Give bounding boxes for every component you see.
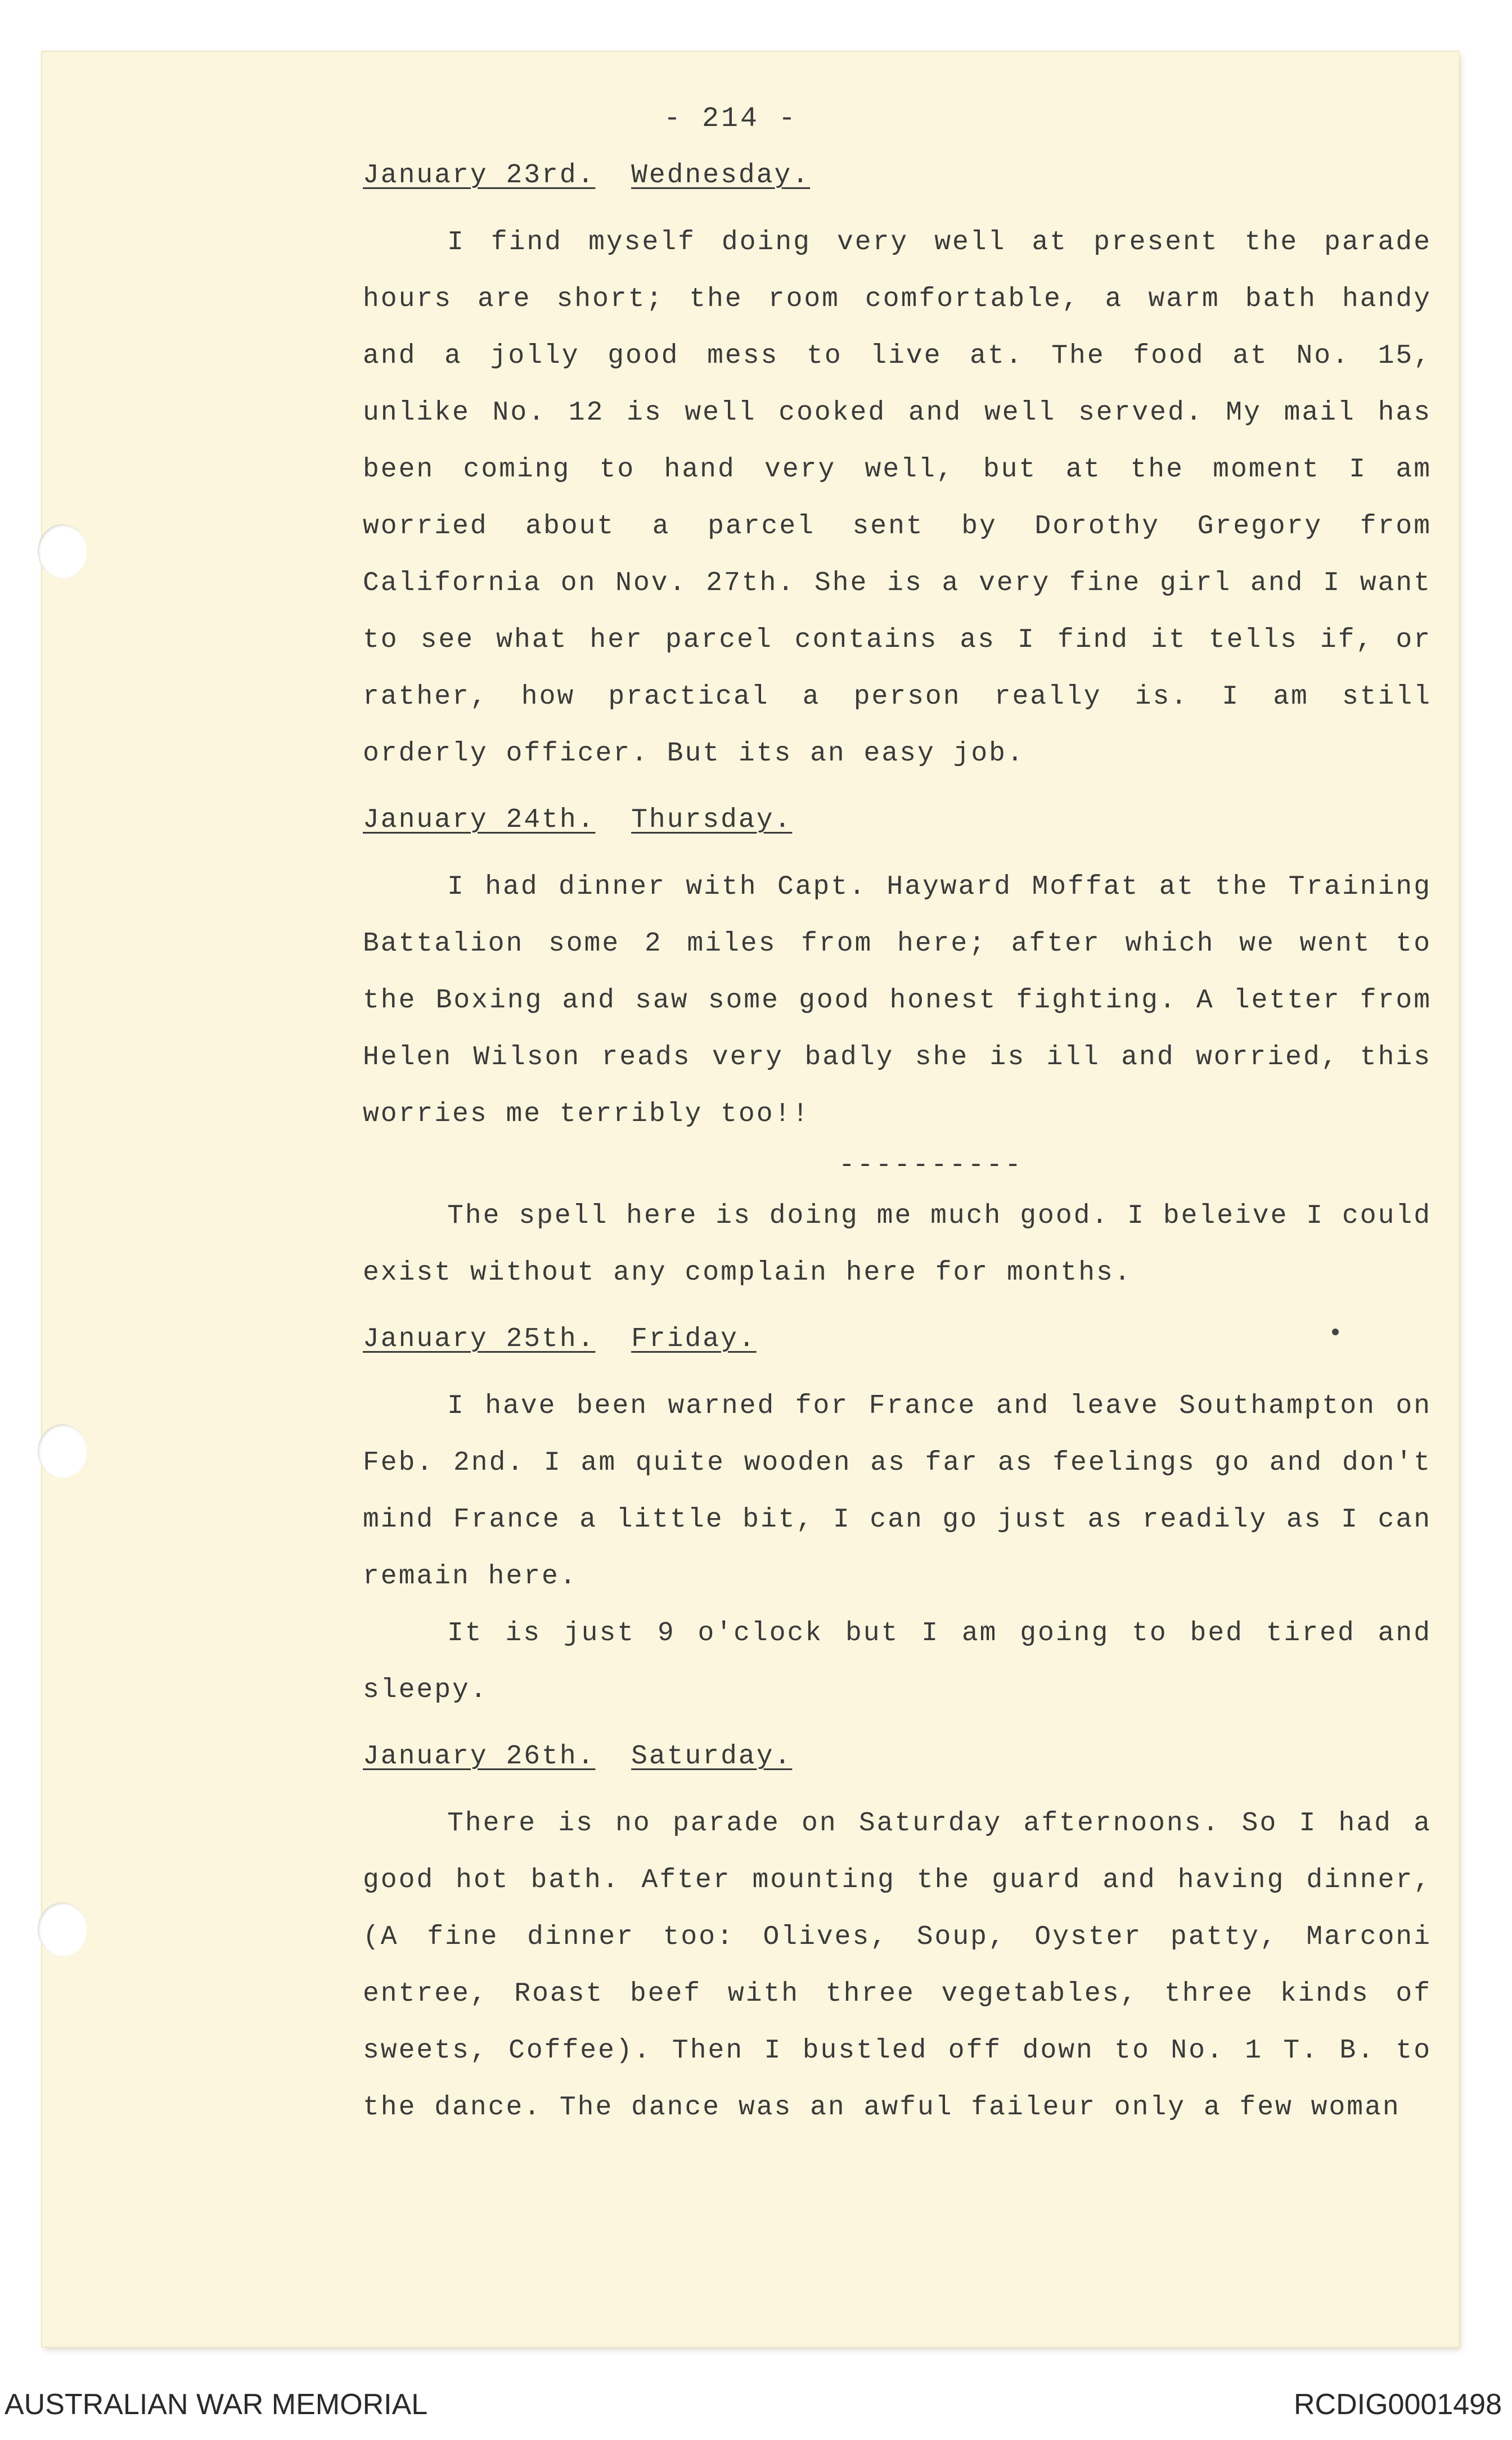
entry-paragraph: It is just 9 o'clock but I am going to bed tired and sleepy. xyxy=(363,1618,1432,1705)
diary-content xyxy=(363,160,1432,2148)
entry-heading xyxy=(363,805,1432,859)
footer-institution: AUSTRALIAN WAR MEMORIAL xyxy=(4,2388,428,2421)
entry-heading xyxy=(363,1324,1432,1378)
punch-hole-top xyxy=(38,524,87,578)
entry-body xyxy=(363,859,1432,1302)
entry-day: Thursday. xyxy=(631,805,793,835)
punch-hole-middle xyxy=(38,1424,87,1478)
entry-day: Friday. xyxy=(631,1324,757,1354)
entry-heading xyxy=(363,160,1432,214)
entry-date: January 24th. xyxy=(363,805,596,835)
diary-entry xyxy=(363,1741,1432,2136)
entry-paragraph: I have been warned for France and leave Southampton on Feb. 2nd. I am quite wooden as far as feelings go and don't mind France a little bit, I can go just as readily as I can remain here. xyxy=(363,1391,1432,1592)
entry-heading xyxy=(363,1741,1432,1795)
entry-body xyxy=(363,1378,1432,1719)
entry-paragraph: There is no parade on Saturday afternoons. So I had a good hot bath. After mounting the guard and having dinner, (A fine dinner too: Olives, Soup, Oyster patty, Marconi entree, Roast beef with three vegetables, three kinds of sweets, Coffee). Then I bustled off down to No. 1 T. B. to the dance. The dance was an awful faileur only a few woman xyxy=(363,1808,1432,2123)
entry-day: Wednesday. xyxy=(631,160,811,191)
ink-dot xyxy=(1332,1329,1339,1335)
entry-date: January 26th. xyxy=(363,1741,596,1772)
entry-body xyxy=(363,214,1432,782)
entry-paragraph: I find myself doing very well at present the parade hours are short; the room comfortable, a warm bath handy and a jolly good mess to live at. The food at No. 15, unlike No. 12 is well cooked and well served. My mail has been coming to hand very well, but at the moment I am worried about a parcel sent by Dorothy Gregory from California on Nov. 27th. She is a very fine girl and I want to see what her parcel contains as I find it tells if, or rather, how practical a person really is. I am still orderly officer. But its an easy job. xyxy=(363,227,1432,769)
punch-hole-bottom xyxy=(38,1902,87,1956)
entry-day: Saturday. xyxy=(631,1741,793,1772)
section-separator: ---------- xyxy=(838,1150,1024,1181)
footer-record-id: RCDIG0001498 xyxy=(1294,2388,1502,2421)
diary-entry xyxy=(363,160,1432,782)
diary-entry xyxy=(363,805,1432,1302)
entry-date: January 25th. xyxy=(363,1324,596,1354)
entry-paragraph: I had dinner with Capt. Hayward Moffat at the Training Battalion some 2 miles from here; after which we went to the Boxing and saw some good honest fighting. A letter from Helen Wilson reads very badly she is ill and worried, this worries me terribly too!! xyxy=(363,872,1432,1129)
entry-body xyxy=(363,1795,1432,2136)
diary-entry xyxy=(363,1324,1432,1719)
entry-date: January 23rd. xyxy=(363,160,596,191)
page-number: - 214 - xyxy=(664,103,798,135)
entry-paragraph: The spell here is doing me much good. I beleive I could exist without any complain here for months. xyxy=(363,1201,1432,1288)
